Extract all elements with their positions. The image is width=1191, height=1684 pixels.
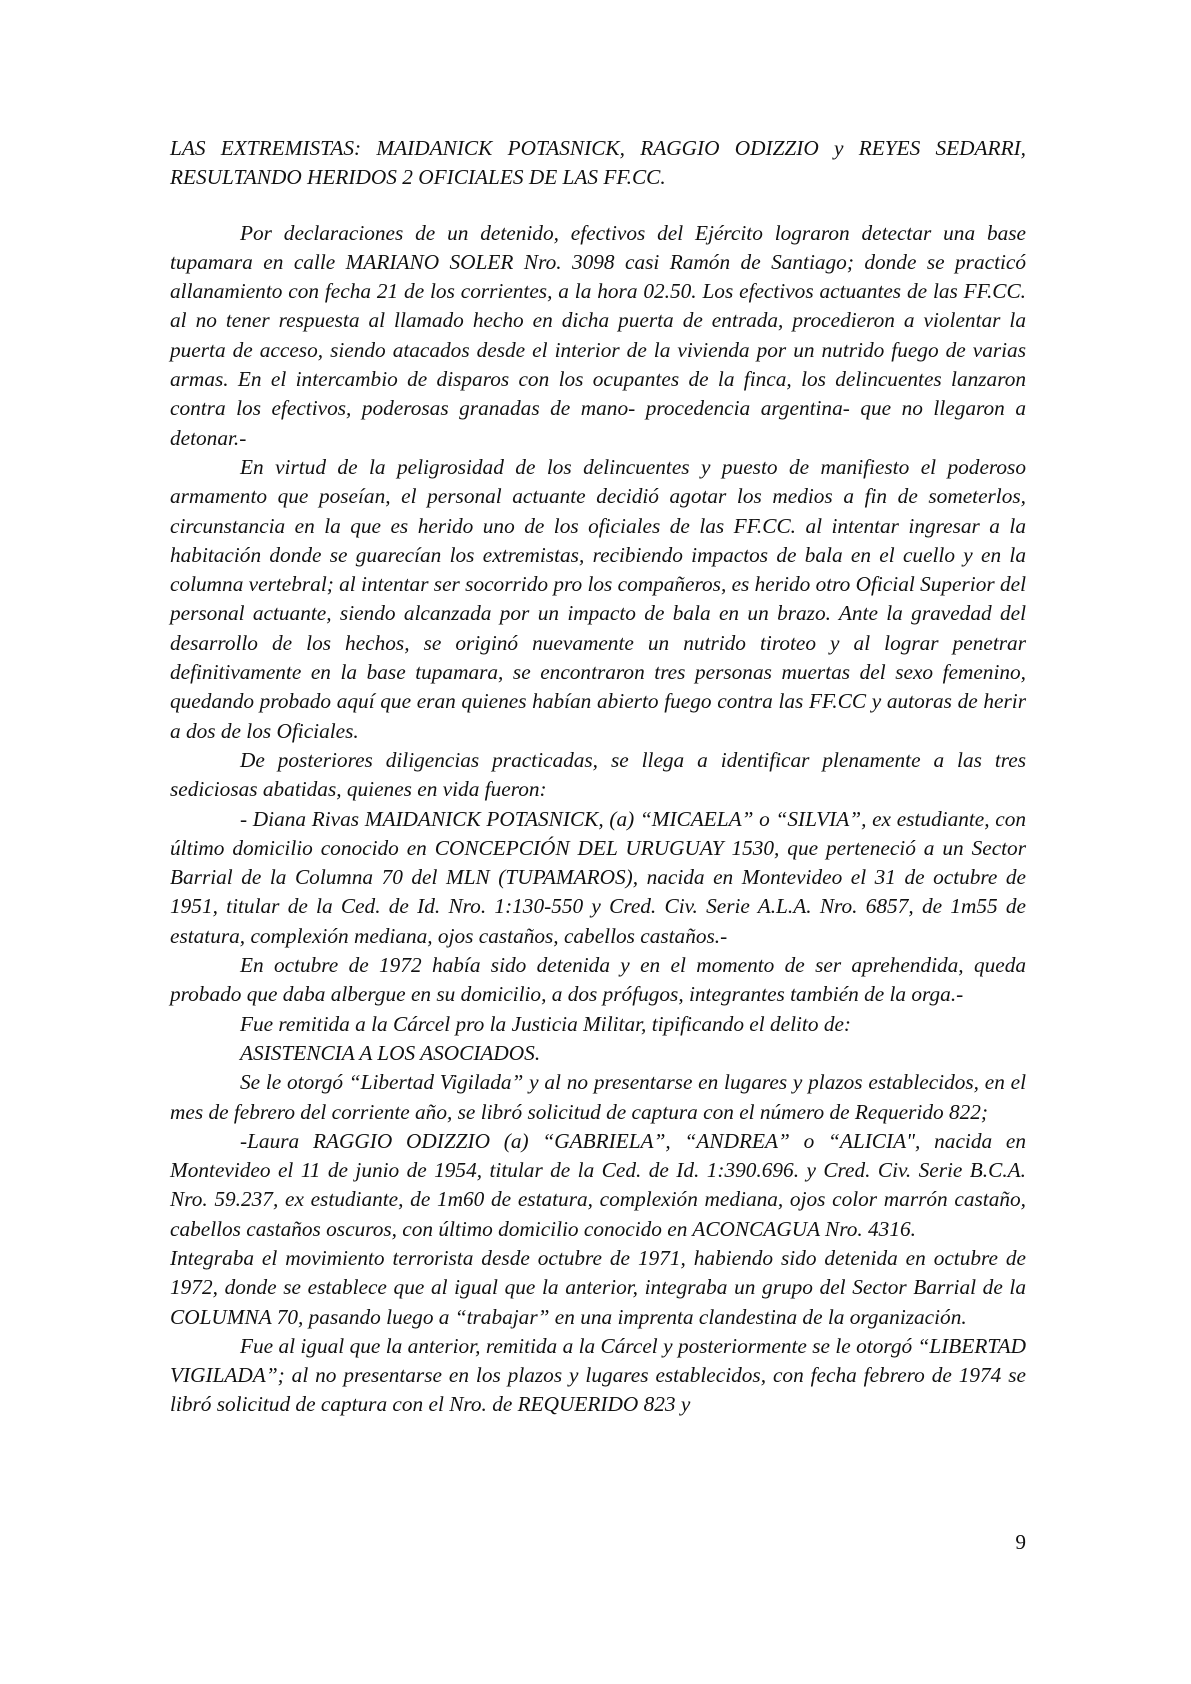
body-paragraph-detention: En octubre de 1972 había sido detenida y en el momento de ser aprehendida, queda probado que daba albergue en su domicilio, a dos prófugos, integrantes también de la orga.- xyxy=(170,953,1026,1007)
body-paragraph-shootout: En virtud de la peligrosidad de los delincuentes y puesto de manifiesto el poderoso armamento que poseían, el personal actuante decidió agotar los medios a fin de someterlos, circunstancia en la que es herido uno de los oficiales de las FF.CC. al intentar ingresar a la habitación donde se guarecían los extremistas, recibiendo impactos de bala en el cuello y en la columna vertebral; al intentar ser socorrido pro los compañeros, es herido otro Oficial Superior del personal actuante, siendo alcanzada por un impacto de bala en un brazo. Ante la gravedad del desarrollo de los hechos, se originó nuevamente un nutrido tiroteo y al lograr penetrar definitivamente en la base tupamara, se encontraron tres personas muertas del sexo femenino, quedando probado aquí que eran quienes habían abierto fuego contra las FF.CC y autoras de herir a dos de los Oficiales. xyxy=(170,454,1026,743)
body-paragraph-identification: De posteriores diligencias practicadas, se llega a identificar plenamente a las tres sediciosas abatidas, quienes en vida fueron: xyxy=(170,747,1026,802)
body-paragraph-movement: Integraba el movimiento terrorista desde octubre de 1971, habiendo sido detenida en octubre de 1972, donde se establece que al igual que la anterior, integraba un grupo del Sector Barrial de la COLUMNA 70, pasando luego a “trabajar” en una imprenta clandestina de la organización. xyxy=(170,1245,1026,1329)
body-paragraph-raid: Por declaraciones de un detenido, efectivos del Ejército lograron detectar una base tupamara en calle MARIANO SOLER Nro. 3098 casi Ramón de Santiago; donde se practicó allanamiento con fecha 21 de los corrientes, a la hora 02.50. Los efectivos actuantes de las FF.CC. al no tener respuesta al llamado hecho en dicha puerta de entrada, procedieron a violentar la puerta de acceso, siendo atacados desde el interior de la vivienda por un nutrido fuego de varias armas. En el intercambio de disparos con los ocupantes de la finca, los delincuentes lanzaron contra los efectivos, poderosas granadas de mano- procedencia argentina- que no llegaron a detonar.- xyxy=(170,220,1026,450)
document-page xyxy=(170,134,1026,1420)
page-number: 9 xyxy=(1015,1530,1026,1554)
body-paragraph-raggio: -Laura RAGGIO ODIZZIO (a) “GABRIELA”, “ANDREA” o “ALICIA", nacida en Montevideo el 11 de junio de 1954, titular de la Ced. de Id. 1:390.696. y Cred. Civ. Serie B.C.A. Nro. 59.237, ex estudiante, de 1m60 de estatura, complexión mediana, ojos color marrón castaño, cabellos castaños oscuros, con último domicilio conocido en ACONCAGUA Nro. 4316. xyxy=(170,1128,1026,1241)
body-paragraph-remitted: Fue remitida a la Cárcel pro la Justicia Militar, tipificando el delito de: xyxy=(240,1011,852,1036)
body-paragraph-libertad: Se le otorgó “Libertad Vigilada” y al no presentarse en lugares y plazos establecidos, en el mes de febrero del corriente año, se libró solicitud de captura con el número de Requerido 822; xyxy=(170,1070,1026,1124)
body-paragraph-offense: ASISTENCIA A LOS ASOCIADOS. xyxy=(240,1040,541,1065)
heading-paragraph: LAS EXTREMISTAS: MAIDANICK POTASNICK, RAGGIO ODIZZIO y REYES SEDARRI, RESULTANDO HERIDOS 2 OFICIALES DE LAS FF.CC. xyxy=(170,136,1026,190)
body-paragraph-captura: Fue al igual que la anterior, remitida a la Cárcel y posteriormente se le otorgó “LIBERTAD VIGILADA”; al no presentarse en los plazos y lugares establecidos, con fecha febrero de 1974 se libró solicitud de captura con el Nro. de REQUERIDO 823 y xyxy=(170,1333,1026,1417)
paragraph-gap xyxy=(170,193,1026,219)
body-paragraph-maidanick: - Diana Rivas MAIDANICK POTASNICK, (a) “MICAELA” o “SILVIA”, ex estudiante, con último domicilio conocido en CONCEPCIÓN DEL URUGUAY 1530, que perteneció a un Sector Barrial de la Columna 70 del MLN (TUPAMAROS), nacida en Montevideo el 31 de octubre de 1951, titular de la Ced. de Id. Nro. 1:130-550 y Cred. Civ. Serie A.L.A. Nro. 6857, de 1m55 de estatura, complexión mediana, ojos castaños, cabellos castaños.- xyxy=(170,806,1026,948)
